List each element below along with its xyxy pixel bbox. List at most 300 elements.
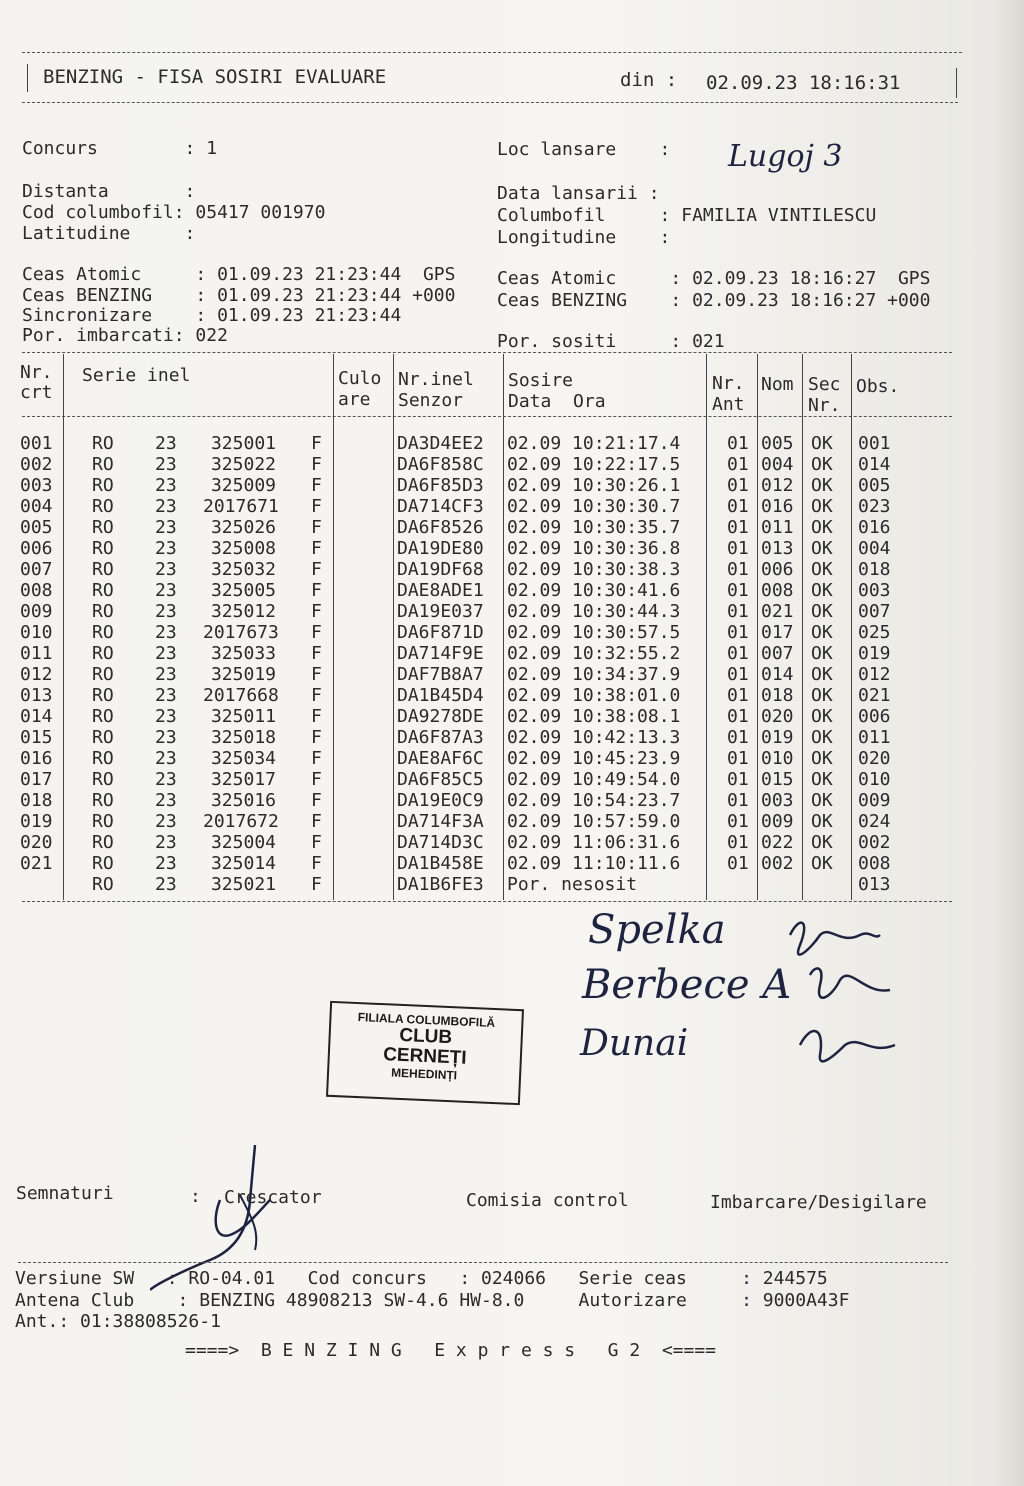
cell-nr: 002 [20, 454, 53, 475]
cell-arrival: 02.09 10:30:57.5 [507, 622, 681, 643]
cell-sec: OK [811, 706, 833, 727]
cell-sec: OK [811, 433, 833, 454]
cell-sex: F [311, 580, 322, 601]
cell-obs: 013 [858, 874, 891, 895]
sig-imbarcare: Imbarcare/Desigilare [710, 1192, 927, 1213]
th-are: are [338, 389, 371, 410]
cell-nom: 015 [761, 769, 794, 790]
cell-sensor: DA714F9E [397, 643, 484, 664]
cell-ant: 01 [727, 790, 749, 811]
cell-nr: 008 [20, 580, 53, 601]
th-crt: crt [20, 382, 53, 403]
cell-nr: 018 [20, 790, 53, 811]
cell-ring: 325008 [210, 538, 276, 559]
cell-year: 23 [155, 748, 177, 769]
cell-country: RO [92, 664, 114, 685]
cell-year: 23 [155, 517, 177, 538]
sincronizare: Sincronizare : 01.09.23 21:23:44 [22, 305, 402, 326]
cell-country: RO [92, 769, 114, 790]
cell-sex: F [311, 811, 322, 832]
stamp-line-3: CERNEȚI [382, 1044, 467, 1069]
cell-arrival: 02.09 10:30:30.7 [507, 496, 681, 517]
cell-sec: OK [811, 454, 833, 475]
cell-nom: 008 [761, 580, 794, 601]
cell-sex: F [311, 559, 322, 580]
cell-sec: OK [811, 643, 833, 664]
th-senzor: Senzor [398, 390, 464, 411]
cell-nr: 006 [20, 538, 53, 559]
cell-nom: 011 [761, 517, 794, 538]
th-nr-ant-1: Nr. [712, 373, 745, 394]
col-sep-3 [393, 354, 394, 900]
cell-obs: 001 [858, 433, 891, 454]
cell-year: 23 [155, 580, 177, 601]
cod-columbofil: Cod columbofil: 05417 001970 [22, 202, 326, 223]
cell-ant: 01 [727, 832, 749, 853]
cell-nr: 019 [20, 811, 53, 832]
cell-ring: 325019 [210, 664, 276, 685]
cell-sec: OK [811, 601, 833, 622]
cell-country: RO [92, 622, 114, 643]
document-title: BENZING - FISA SOSIRI EVALUARE [43, 66, 387, 88]
cell-arrival: 02.09 10:38:08.1 [507, 706, 681, 727]
th-sec-nr: Nr. [808, 395, 841, 416]
cell-sensor: DA1B6FE3 [397, 874, 484, 895]
cell-arrival: 02.09 10:42:13.3 [507, 727, 681, 748]
cell-country: RO [92, 685, 114, 706]
cell-year: 23 [155, 538, 177, 559]
cell-nom: 018 [761, 685, 794, 706]
stamp-line-1: FILIALA COLUMBOFILĂ [357, 1010, 496, 1031]
cell-year: 23 [155, 685, 177, 706]
cell-ant: 01 [727, 748, 749, 769]
cell-year: 23 [155, 832, 177, 853]
loc-lansare-handwritten: Lugoj 3 [728, 139, 843, 174]
cell-obs: 020 [858, 748, 891, 769]
cell-sec: OK [811, 664, 833, 685]
cell-sex: F [311, 874, 322, 895]
cell-sensor: DA9278DE [397, 706, 484, 727]
distanta: Distanta : [22, 181, 196, 202]
cell-country: RO [92, 517, 114, 538]
cell-arrival: 02.09 11:10:11.6 [507, 853, 681, 874]
cell-country: RO [92, 706, 114, 727]
cell-sensor: DA1B45D4 [397, 685, 484, 706]
cell-sensor: DA1B458E [397, 853, 484, 874]
cell-nr: 012 [20, 664, 53, 685]
cell-nom: 014 [761, 664, 794, 685]
table-header-rule [22, 416, 952, 417]
cell-ring: 325004 [210, 832, 276, 853]
cell-sex: F [311, 517, 322, 538]
th-serie-inel: Serie inel [82, 365, 191, 386]
cell-nr: 005 [20, 517, 53, 538]
cell-arrival: 02.09 10:34:37.9 [507, 664, 681, 685]
cell-nom: 021 [761, 601, 794, 622]
cell-sec: OK [811, 496, 833, 517]
cell-year: 23 [155, 874, 177, 895]
cell-ant: 01 [727, 559, 749, 580]
cell-nr: 020 [20, 832, 53, 853]
cell-obs: 005 [858, 475, 891, 496]
cell-obs: 003 [858, 580, 891, 601]
cell-ring: 325005 [210, 580, 276, 601]
cell-sensor: DA6F8526 [397, 517, 484, 538]
cell-sex: F [311, 538, 322, 559]
semnaturi-label: Semnaturi [16, 1183, 114, 1204]
cell-obs: 004 [858, 538, 891, 559]
cell-sex: F [311, 748, 322, 769]
cell-nom: 022 [761, 832, 794, 853]
cell-sec: OK [811, 580, 833, 601]
handwritten-name-3: Dunai [580, 1023, 689, 1064]
cell-obs: 007 [858, 601, 891, 622]
cell-year: 23 [155, 601, 177, 622]
table-bottom-rule [22, 901, 952, 902]
cell-sensor: DA19DE80 [397, 538, 484, 559]
cell-obs: 018 [858, 559, 891, 580]
cell-arrival: 02.09 10:32:55.2 [507, 643, 681, 664]
cell-sex: F [311, 496, 322, 517]
th-nr-ant-2: Ant [712, 394, 745, 415]
cell-nom: 010 [761, 748, 794, 769]
cell-sensor: DA6F85C5 [397, 769, 484, 790]
cell-ring: 325012 [210, 601, 276, 622]
semnaturi-sep: : [190, 1186, 201, 1207]
cell-ring: 325011 [210, 706, 276, 727]
footer-antena: Antena Club : BENZING 48908213 SW-4.6 HW-8.0 Autorizare : 9000A43F [15, 1290, 850, 1311]
data-lansarii: Data lansarii : [497, 183, 660, 204]
cell-country: RO [92, 475, 114, 496]
cell-ring: 325032 [210, 559, 276, 580]
cell-ring: 325026 [210, 517, 276, 538]
cell-nom: 016 [761, 496, 794, 517]
ceas-atomic-left: Ceas Atomic : 01.09.23 21:23:44 GPS [22, 264, 456, 285]
cell-ant: 01 [727, 454, 749, 475]
cell-nr: 004 [20, 496, 53, 517]
cell-ring: 325022 [210, 454, 276, 475]
handwritten-name-1: Spelka [588, 907, 726, 953]
cell-sex: F [311, 475, 322, 496]
cell-ring: 325018 [210, 727, 276, 748]
col-sep-5 [706, 354, 707, 900]
cell-nom: 002 [761, 853, 794, 874]
cell-country: RO [92, 496, 114, 517]
cell-obs: 010 [858, 769, 891, 790]
header-bottom-rule [22, 102, 958, 103]
concurs: Concurs : 1 [22, 138, 218, 159]
cell-nr: 010 [20, 622, 53, 643]
cell-nom: 009 [761, 811, 794, 832]
cell-sensor: DAE8ADE1 [397, 580, 484, 601]
col-sep-6 [757, 354, 758, 900]
th-sec: Sec [808, 374, 841, 395]
cell-nom: 012 [761, 475, 794, 496]
cell-arrival: 02.09 10:21:17.4 [507, 433, 681, 454]
cell-nr: 013 [20, 685, 53, 706]
cell-obs: 023 [858, 496, 891, 517]
col-sep-1 [63, 354, 64, 900]
cell-sensor: DAF7B8A7 [397, 664, 484, 685]
cell-nom: 006 [761, 559, 794, 580]
cell-country: RO [92, 811, 114, 832]
cell-sec: OK [811, 685, 833, 706]
cell-year: 23 [155, 664, 177, 685]
cell-year: 23 [155, 454, 177, 475]
cell-ant: 01 [727, 601, 749, 622]
cell-sex: F [311, 622, 322, 643]
cell-ant: 01 [727, 622, 749, 643]
cell-year: 23 [155, 496, 177, 517]
th-nr: Nr. [20, 362, 53, 383]
cell-ant: 01 [727, 538, 749, 559]
cell-sensor: DA714F3A [397, 811, 484, 832]
cell-sec: OK [811, 853, 833, 874]
cell-nr: 011 [20, 643, 53, 664]
cell-arrival: Por. nesosit [507, 874, 638, 895]
cell-ant: 01 [727, 706, 749, 727]
cell-year: 23 [155, 727, 177, 748]
cell-nr: 014 [20, 706, 53, 727]
col-sep-8 [851, 354, 852, 900]
header-right-border [956, 68, 957, 98]
cell-arrival: 02.09 10:57:59.0 [507, 811, 681, 832]
cell-sec: OK [811, 769, 833, 790]
cell-country: RO [92, 853, 114, 874]
footer-brand: ====> B E N Z I N G E x p r e s s G 2 <==== [185, 1340, 717, 1361]
cell-ant: 01 [727, 643, 749, 664]
cell-nom: 005 [761, 433, 794, 454]
cell-country: RO [92, 454, 114, 475]
sig-crescator: Crescator [224, 1187, 322, 1208]
ceas-benzing-left: Ceas BENZING : 01.09.23 21:23:44 +000 [22, 285, 456, 306]
cell-country: RO [92, 727, 114, 748]
cell-ant: 01 [727, 811, 749, 832]
cell-year: 23 [155, 475, 177, 496]
cell-sex: F [311, 832, 322, 853]
cell-sensor: DA19DF68 [397, 559, 484, 580]
stamp-line-2: CLUB [398, 1024, 453, 1049]
cell-ant: 01 [727, 769, 749, 790]
cell-arrival: 02.09 10:30:44.3 [507, 601, 681, 622]
cell-ring: 325001 [210, 433, 276, 454]
th-nom: Nom [761, 374, 794, 395]
cell-year: 23 [155, 706, 177, 727]
cell-arrival: 02.09 10:30:38.3 [507, 559, 681, 580]
cell-ring: 325016 [210, 790, 276, 811]
cell-sensor: DA6F858C [397, 454, 484, 475]
latitudine: Latitudine : [22, 223, 196, 244]
cell-year: 23 [155, 853, 177, 874]
cell-country: RO [92, 748, 114, 769]
cell-obs: 019 [858, 643, 891, 664]
header-top-rule [22, 52, 962, 53]
cell-sensor: DAE8AF6C [397, 748, 484, 769]
cell-sensor: DA19E037 [397, 601, 484, 622]
cell-sec: OK [811, 727, 833, 748]
cell-sec: OK [811, 517, 833, 538]
cell-ring: 325021 [210, 874, 276, 895]
footer-versiune: Versiune SW : RO-04.01 Cod concurs : 024066 Serie ceas : 244575 [15, 1268, 828, 1289]
cell-year: 23 [155, 643, 177, 664]
cell-ant: 01 [727, 475, 749, 496]
cell-country: RO [92, 559, 114, 580]
por-imbarcati: Por. imbarcati: 022 [22, 325, 228, 346]
cell-country: RO [92, 580, 114, 601]
cell-sec: OK [811, 832, 833, 853]
footer-ant: Ant.: 01:38808526-1 [15, 1311, 221, 1332]
cell-sec: OK [811, 538, 833, 559]
cell-sensor: DA19E0C9 [397, 790, 484, 811]
cell-ring: 325009 [210, 475, 276, 496]
din-value: 02.09.23 18:16:31 [706, 72, 901, 94]
cell-sensor: DA6F85D3 [397, 475, 484, 496]
cell-obs: 011 [858, 727, 891, 748]
sig-comisia-control: Comisia control [466, 1190, 629, 1211]
cell-nr: 021 [20, 853, 53, 874]
cell-ant: 01 [727, 433, 749, 454]
cell-obs: 012 [858, 664, 891, 685]
cell-nom: 013 [761, 538, 794, 559]
por-sositi: Por. sositi : 021 [497, 331, 725, 352]
cell-year: 23 [155, 622, 177, 643]
col-sep-7 [802, 354, 803, 900]
cell-obs: 006 [858, 706, 891, 727]
cell-sex: F [311, 643, 322, 664]
cell-sec: OK [811, 811, 833, 832]
cell-year: 23 [155, 559, 177, 580]
col-sep-4 [503, 354, 504, 900]
cell-sensor: DA6F871D [397, 622, 484, 643]
cell-arrival: 02.09 10:22:17.5 [507, 454, 681, 475]
cell-sex: F [311, 454, 322, 475]
cell-sex: F [311, 790, 322, 811]
din-label: din : [620, 69, 678, 91]
cell-obs: 024 [858, 811, 891, 832]
cell-country: RO [92, 832, 114, 853]
cell-obs: 014 [858, 454, 891, 475]
cell-sec: OK [811, 748, 833, 769]
cell-sensor: DA714CF3 [397, 496, 484, 517]
cell-nr: 016 [20, 748, 53, 769]
cell-obs: 009 [858, 790, 891, 811]
cell-nr: 003 [20, 475, 53, 496]
cell-sec: OK [811, 475, 833, 496]
cell-obs: 002 [858, 832, 891, 853]
cell-sensor: DA6F87A3 [397, 727, 484, 748]
cell-sec: OK [811, 622, 833, 643]
cell-ant: 01 [727, 664, 749, 685]
cell-ring: 2017672 [203, 811, 279, 832]
cell-arrival: 02.09 11:06:31.6 [507, 832, 681, 853]
cell-arrival: 02.09 10:38:01.0 [507, 685, 681, 706]
cell-arrival: 02.09 10:30:35.7 [507, 517, 681, 538]
columbofil: Columbofil : FAMILIA VINTILESCU [497, 205, 877, 226]
cell-year: 23 [155, 811, 177, 832]
cell-ring: 325034 [210, 748, 276, 769]
cell-obs: 021 [858, 685, 891, 706]
th-data-ora: Data Ora [508, 391, 606, 412]
longitudine: Longitudine : [497, 227, 671, 248]
cell-year: 23 [155, 790, 177, 811]
cell-sex: F [311, 601, 322, 622]
cell-sex: F [311, 853, 322, 874]
cell-nom: 020 [761, 706, 794, 727]
cell-ring: 2017673 [203, 622, 279, 643]
cell-year: 23 [155, 769, 177, 790]
cell-country: RO [92, 433, 114, 454]
cell-sensor: DA3D4EE2 [397, 433, 484, 454]
loc-lansare: Loc lansare : [497, 139, 671, 160]
cell-nr: 001 [20, 433, 53, 454]
cell-ring: 325033 [210, 643, 276, 664]
th-sosire: Sosire [508, 370, 574, 391]
handwritten-name-2: Berbece A [582, 962, 792, 1008]
cell-nr: 007 [20, 559, 53, 580]
cell-ring: 2017668 [203, 685, 279, 706]
cell-arrival: 02.09 10:45:23.9 [507, 748, 681, 769]
cell-nr: 017 [20, 769, 53, 790]
cell-country: RO [92, 643, 114, 664]
th-culo: Culo [338, 368, 382, 389]
cell-obs: 025 [858, 622, 891, 643]
table-top-rule [22, 352, 952, 353]
cell-nom: 019 [761, 727, 794, 748]
ceas-atomic-right: Ceas Atomic : 02.09.23 18:16:27 GPS [497, 268, 931, 289]
cell-year: 23 [155, 433, 177, 454]
th-nr-inel: Nr.inel [398, 369, 474, 390]
cell-sec: OK [811, 790, 833, 811]
cell-ant: 01 [727, 727, 749, 748]
cell-nom: 017 [761, 622, 794, 643]
cell-ant: 01 [727, 685, 749, 706]
stamp-line-4: MEHEDINȚI [390, 1065, 458, 1083]
cell-ring: 325017 [210, 769, 276, 790]
footer-rule [18, 1262, 948, 1263]
cell-ring: 2017671 [203, 496, 279, 517]
cell-obs: 016 [858, 517, 891, 538]
cell-arrival: 02.09 10:54:23.7 [507, 790, 681, 811]
cell-sex: F [311, 433, 322, 454]
cell-sec: OK [811, 559, 833, 580]
cell-obs: 008 [858, 853, 891, 874]
cell-country: RO [92, 538, 114, 559]
cell-arrival: 02.09 10:30:41.6 [507, 580, 681, 601]
cell-nom: 004 [761, 454, 794, 475]
cell-sex: F [311, 664, 322, 685]
cell-country: RO [92, 790, 114, 811]
cell-ant: 01 [727, 496, 749, 517]
cell-sex: F [311, 727, 322, 748]
cell-nom: 003 [761, 790, 794, 811]
cell-country: RO [92, 874, 114, 895]
cell-sex: F [311, 685, 322, 706]
header-left-border [27, 64, 28, 92]
cell-arrival: 02.09 10:49:54.0 [507, 769, 681, 790]
club-stamp [326, 1001, 524, 1105]
th-obs: Obs. [856, 376, 900, 397]
cell-arrival: 02.09 10:30:26.1 [507, 475, 681, 496]
col-sep-2 [333, 354, 334, 900]
cell-sensor: DA714D3C [397, 832, 484, 853]
cell-ant: 01 [727, 580, 749, 601]
cell-nr: 009 [20, 601, 53, 622]
cell-country: RO [92, 601, 114, 622]
cell-sex: F [311, 769, 322, 790]
cell-ant: 01 [727, 853, 749, 874]
cell-arrival: 02.09 10:30:36.8 [507, 538, 681, 559]
cell-nr: 015 [20, 727, 53, 748]
